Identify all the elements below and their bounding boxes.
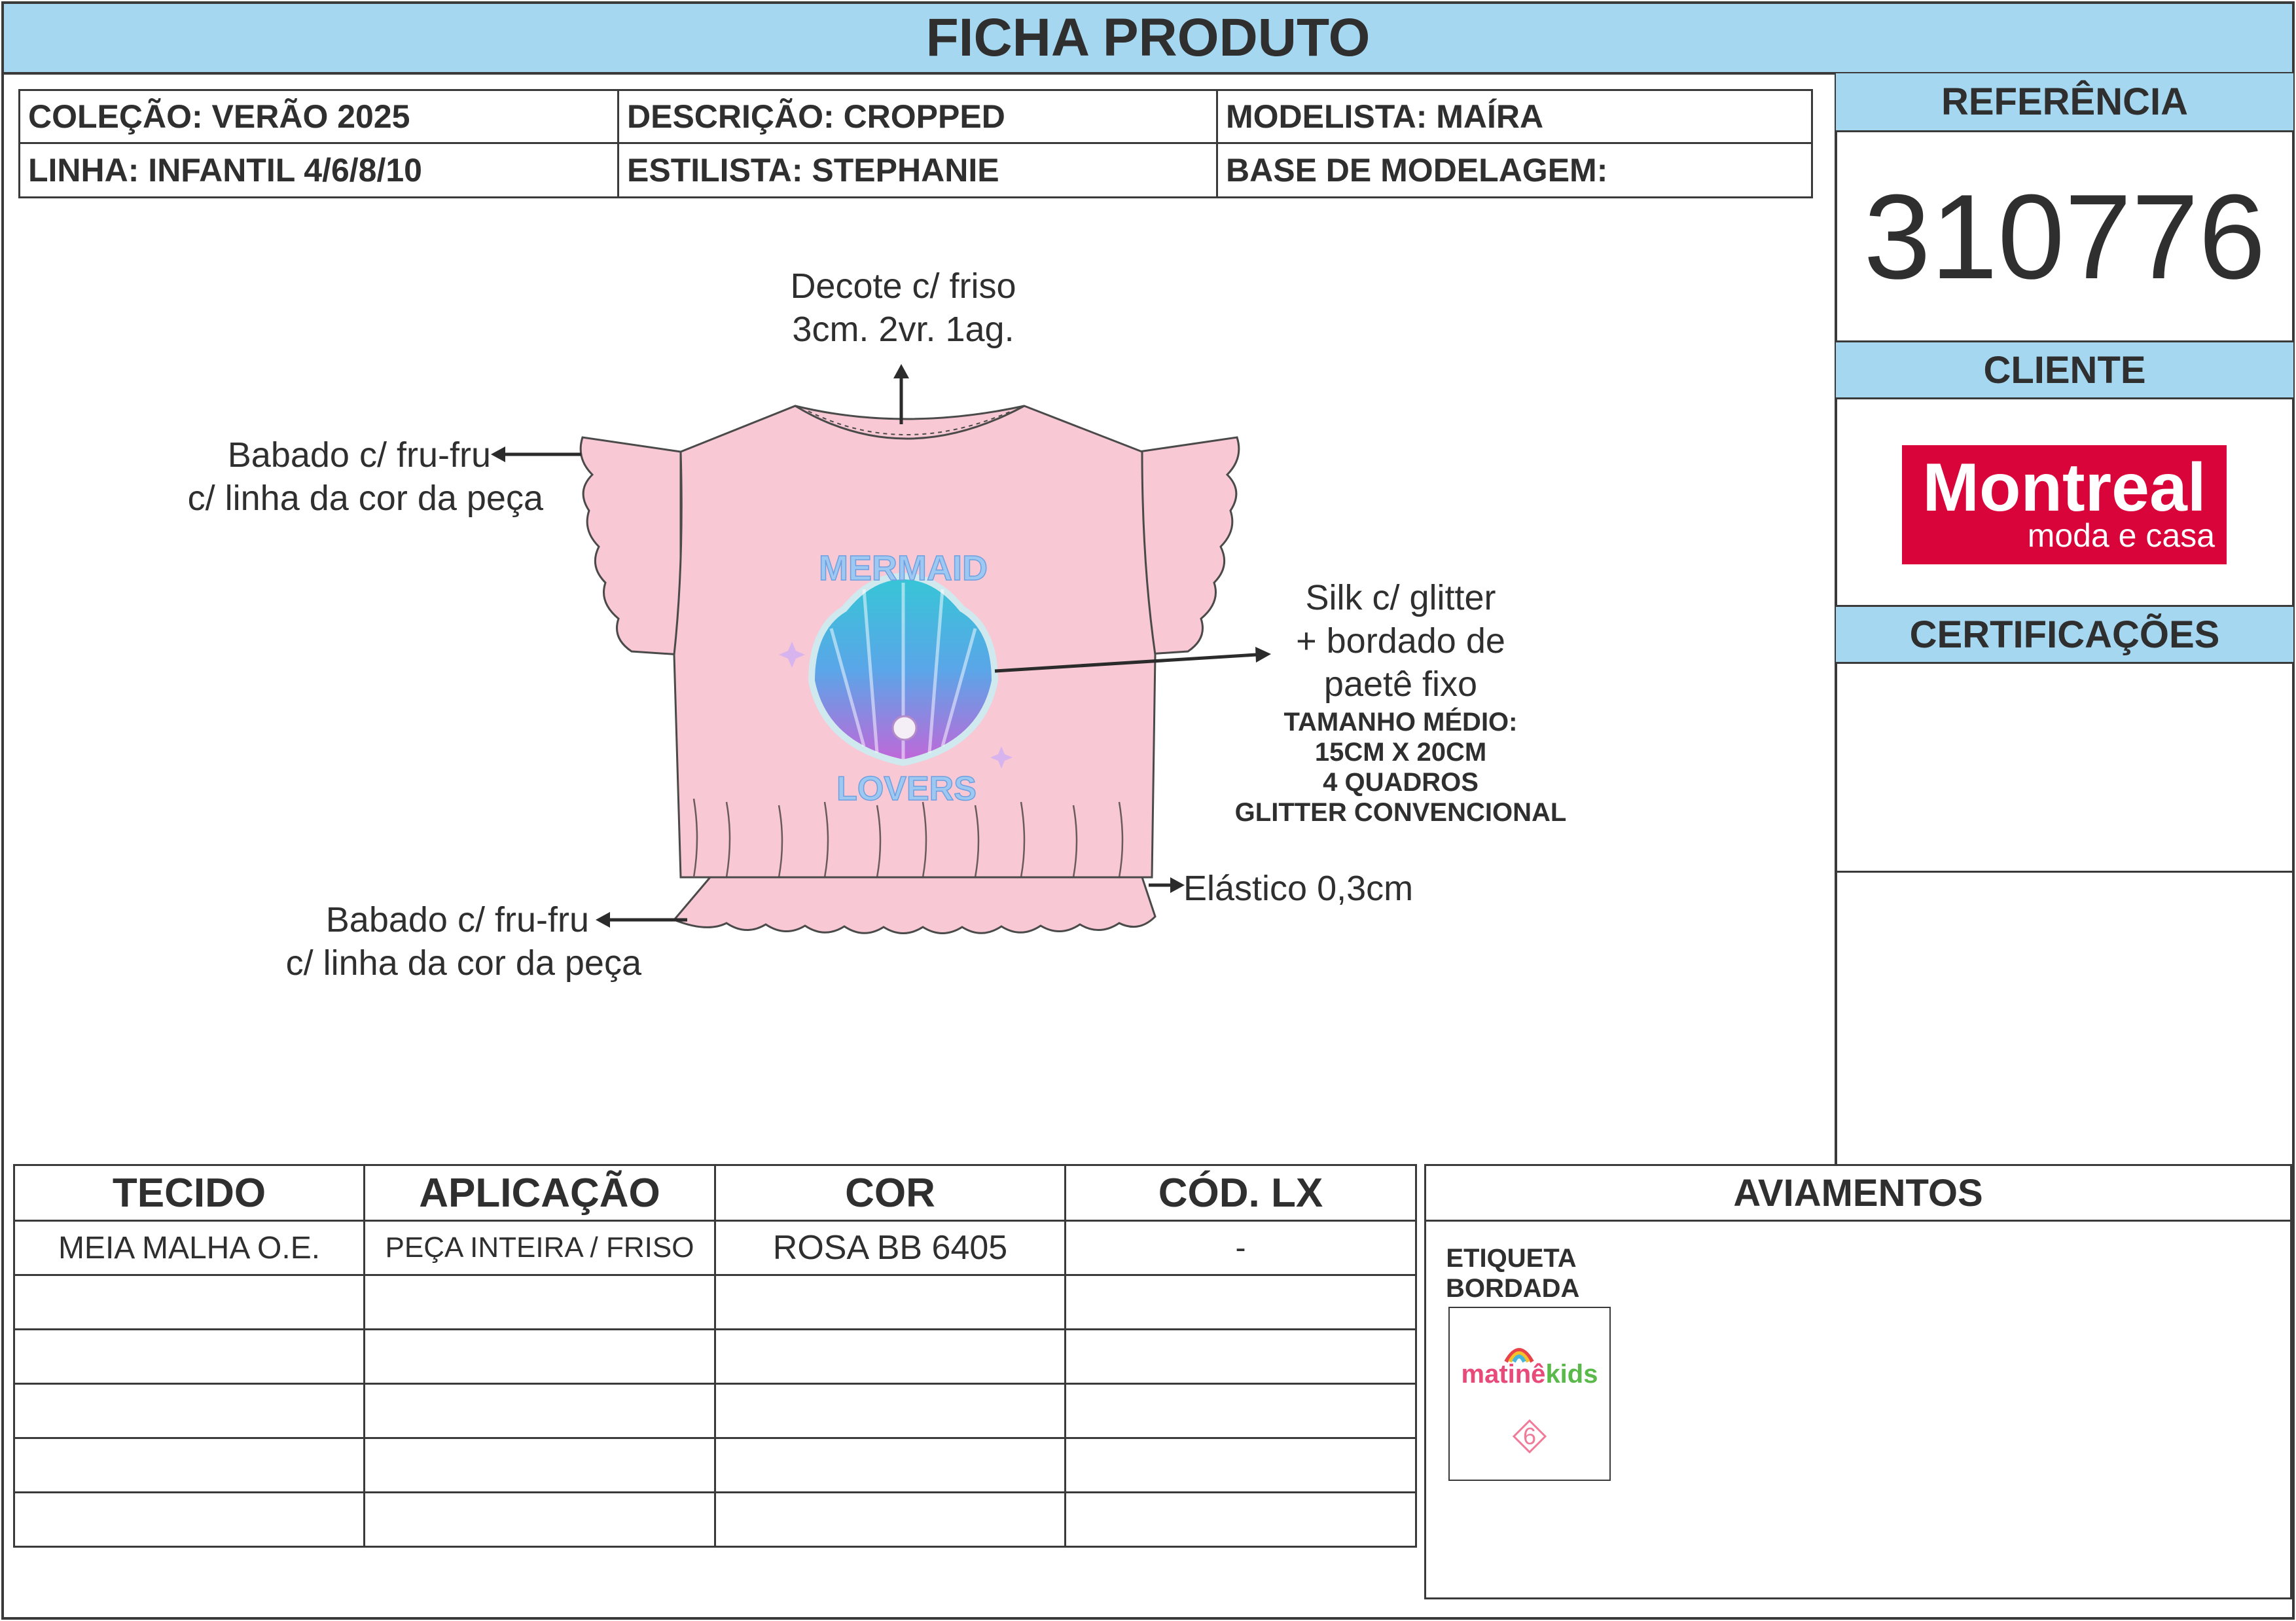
column-header: TECIDO (14, 1165, 365, 1221)
table-cell: MEIA MALHA O.E. (14, 1221, 365, 1275)
table-row (14, 1438, 1416, 1493)
size-badge: 6 (1522, 1423, 1537, 1449)
aviamentos-header: AVIAMENTOS (1426, 1166, 2290, 1222)
right-sleeve-ruffle (1139, 437, 1239, 655)
descricao-field: DESCRIÇÃO: CROPPED (617, 89, 1218, 144)
brand-logo-text (1450, 1359, 1609, 1389)
silk-note-line-2: + bordado de (1296, 621, 1505, 661)
embroidered-label (1448, 1307, 1611, 1481)
table-cell (715, 1384, 1066, 1438)
table-cell: ROSA BB 6405 (715, 1221, 1066, 1275)
table-cell (365, 1384, 715, 1438)
artwork-top-word: MERMAID (819, 549, 988, 588)
babado-hem-note-line-1: Babado c/ fru-fru (325, 900, 589, 939)
table-cell (14, 1493, 365, 1547)
table-cell (715, 1438, 1066, 1493)
estilista-field: ESTILISTA: STEPHANIE (617, 142, 1218, 198)
babado-hem-note (190, 898, 641, 985)
elastico-note: Elástico 0,3cm (1183, 869, 1414, 908)
table-row (14, 1221, 1416, 1275)
cliente-header: CLIENTE (1836, 340, 2293, 399)
silk-spec-line-1: TAMANHO MÉDIO: (1283, 708, 1518, 737)
silk-note (1230, 576, 1571, 706)
colecao-field: COLEÇÃO: VERÃO 2025 (18, 89, 619, 144)
aviamentos-panel (1424, 1164, 2292, 1599)
etiqueta-label-line-2: BORDADA (1446, 1274, 1580, 1303)
artwork-bottom-word: LOVERS (836, 770, 977, 808)
table-cell (1066, 1438, 1416, 1493)
decote-note-line-2: 3cm. 2vr. 1ag. (792, 310, 1014, 349)
table-cell (365, 1330, 715, 1384)
silk-note-line-3: paetê fixo (1323, 665, 1478, 704)
silk-note-line-1: Silk c/ glitter (1305, 578, 1496, 617)
table-cell (715, 1275, 1066, 1330)
materials-header-row (14, 1165, 1416, 1221)
table-cell (715, 1493, 1066, 1547)
silk-spec-note (1204, 707, 1597, 828)
table-cell (365, 1275, 715, 1330)
table-cell (14, 1330, 365, 1384)
table-row (14, 1384, 1416, 1438)
column-header: APLICAÇÃO (365, 1165, 715, 1221)
brand-rainbow-icon (1450, 1308, 1609, 1480)
table-row (14, 1275, 1416, 1330)
column-header: COR (715, 1165, 1066, 1221)
silk-spec-line-2: 15CM X 20CM (1314, 738, 1487, 767)
table-cell (14, 1438, 365, 1493)
decote-note (726, 264, 1080, 351)
materials-table (13, 1164, 1417, 1548)
modelista-field: MODELISTA: MAÍRA (1216, 89, 1813, 144)
left-sleeve-ruffle (581, 437, 681, 655)
table-cell (365, 1438, 715, 1493)
table-cell (14, 1275, 365, 1330)
table-cell (1066, 1330, 1416, 1384)
silk-spec-line-3: 4 QUADROS (1323, 768, 1479, 797)
babado-sleeve-note-line-1: Babado c/ fru-fru (227, 435, 491, 475)
table-cell (715, 1330, 1066, 1384)
linha-field: LINHA: INFANTIL 4/6/8/10 (18, 142, 619, 198)
table-cell: - (1066, 1221, 1416, 1275)
table-cell (14, 1384, 365, 1438)
table-cell (1066, 1275, 1416, 1330)
certificacoes-header: CERTIFICAÇÕES (1836, 605, 2293, 664)
client-logo-name: Montreal (1922, 450, 2206, 526)
bottom-ruffle (674, 877, 1155, 934)
table-row (14, 1330, 1416, 1384)
babado-sleeve-note (92, 433, 543, 520)
decote-note-line-1: Decote c/ friso (790, 266, 1016, 306)
referencia-header: REFERÊNCIA (1836, 73, 2293, 132)
table-cell: PEÇA INTEIRA / FRISO (365, 1221, 715, 1275)
brand-logo-main: matinê (1461, 1360, 1546, 1389)
table-cell (365, 1493, 715, 1547)
etiqueta-label-line-1: ETIQUETA (1446, 1244, 1577, 1273)
babado-hem-note-line-2: c/ linha da cor da peça (285, 943, 641, 983)
etiqueta-label (1446, 1243, 1580, 1303)
babado-sleeve-note-line-2: c/ linha da cor da peça (187, 479, 543, 518)
client-logo-tagline: moda e casa (2027, 517, 2215, 554)
base-modelagem-field: BASE DE MODELAGEM: (1216, 142, 1813, 198)
referencia-value: 310776 (1863, 169, 2266, 304)
column-header: CÓD. LX (1066, 1165, 1416, 1221)
brand-logo-kids: kids (1545, 1360, 1598, 1389)
silk-spec-line-4: GLITTER CONVENCIONAL (1234, 798, 1567, 827)
table-cell (1066, 1384, 1416, 1438)
page-title: FICHA PRODUTO (1, 1, 2295, 75)
table-cell (1066, 1493, 1416, 1547)
table-row (14, 1493, 1416, 1547)
